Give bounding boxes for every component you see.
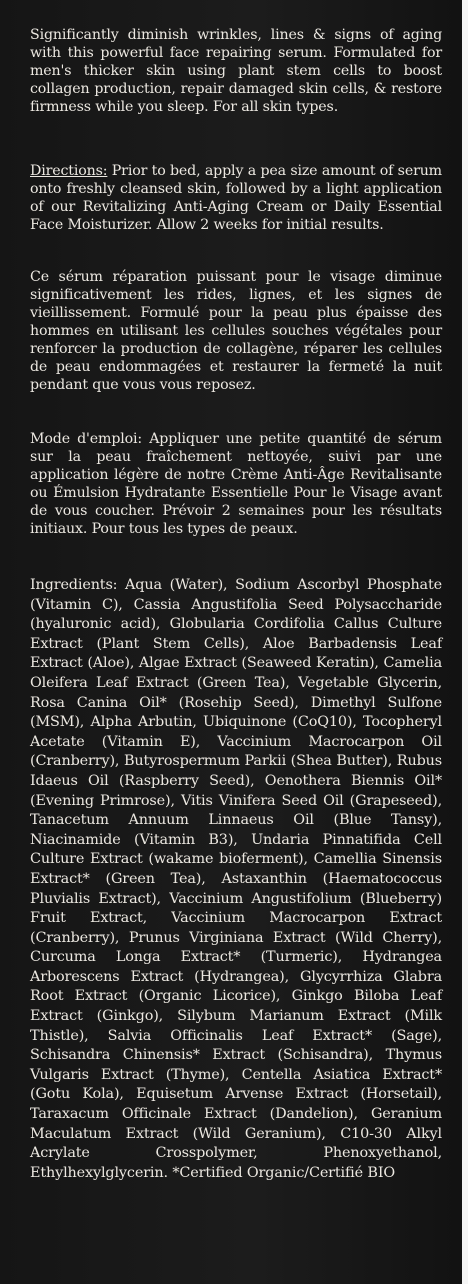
directions-text: Prior to bed, apply a pea size amount of serum onto freshly cleansed skin, followed by a light application of our Revitalizing Anti-Aging Cream or Daily Essential Face Moisturizer. Allow 2 weeks for initial results. <box>30 163 442 233</box>
mode-emploi-fr: Mode d'emploi: Appliquer une petite quantité de sérum sur la peau fraîchement nettoyée, suivi par une application légère de notre Crème Anti-Âge Revitalisante ou Émulsion Hydratante Essentielle Pour le Visage avant de vous coucher. Prévoir 2 semaines pour les résultats initiaux. Pour tous les types de peaux. <box>30 431 442 537</box>
directions-heading: Directions: <box>30 163 108 179</box>
product-description-en: Significantly diminish wrinkles, lines & signs of aging with this powerful face repairing serum. Formulated for men's thicker skin using plant stem cells to boost collagen production, repair damaged skin cells, & restore firmness while you sleep. For all skin types. <box>30 27 442 115</box>
panel-edge <box>462 0 468 1284</box>
product-description-fr: Ce sérum réparation puissant pour le visage diminue significativement les rides, lignes, et les signes de vieillissement. Formulé pour la peau plus épaisse des hommes en utilisant les cellules souches végétales pour renforcer la production de collagène, réparer les cellules de peau endommagées et restaurer la fermeté la nuit pendant que vous vous reposez. <box>30 269 442 393</box>
directions-en <box>30 162 442 268</box>
ingredients-list: Ingredients: Aqua (Water), Sodium Ascorbyl Phosphate (Vitamin C), Cassia Angustifolia Seed Polysaccharide (hyaluronic acid), Globularia Cordifolia Callus Culture Extract (Plant Stem Cells), Aloe Barbadensis Leaf Extract (Aloe), Algae Extract (Seaweed Keratin), Camelia Oleifera Leaf Extract (Green Tea), Vegetable Glycerin, Rosa Canina Oil* (Rosehip Seed), Dimethyl Sulfone (MSM), Alpha Arbutin, Ubiquinone (CoQ10), Tocopheryl Acetate (Vitamin E), Vaccinium Macrocarpon Oil (Cranberry), Butyrospermum Parkii (Shea Butter), Rubus Idaeus Oil (Raspberry Seed), Oenothera Biennis Oil* (Evening Primrose), Vitis Vinifera Seed Oil (Grapeseed), Tanacetum Annuum Linnaeus Oil (Blue Tansy), Niacinamide (Vitamin B3), Undaria Pinnatifida Cell Culture Extract (wakame bioferment), Camellia Sinensis Extract* (Green Tea), Astaxanthin (Haematococcus Pluvialis Extract), Vaccinium Angustifolium (Blueberry) Fruit Extract, Vaccinium Macrocarpon Extract (Cranberry), Prunus Virginiana Extract (Wild Cherry), Curcuma Longa Extract* (Turmeric), Hydrangea Arborescens Extract (Hydrangea), Glycyrrhiza Glabra Root Extract (Organic Licorice), Ginkgo Biloba Leaf Extract (Ginkgo), Silybum Marianum Extract (Milk Thistle), Salvia Officinalis Leaf Extract* (Sage), Schisandra Chinensis* Extract (Schisandra), Thymus Vulgaris Extract (Thyme), Centella Asiatica Extract* (Gotu Kola), Equisetum Arvense Extract (Horsetail), Taraxacum Officinale Extract (Dandelion), Geranium Maculatum Extract (Wild Geranium), C10-30 Alkyl Acrylate Crosspolymer, Phenoxyethanol, Ethylhexylglycerin. *Certified Organic/Certifié BIO <box>30 577 442 1181</box>
